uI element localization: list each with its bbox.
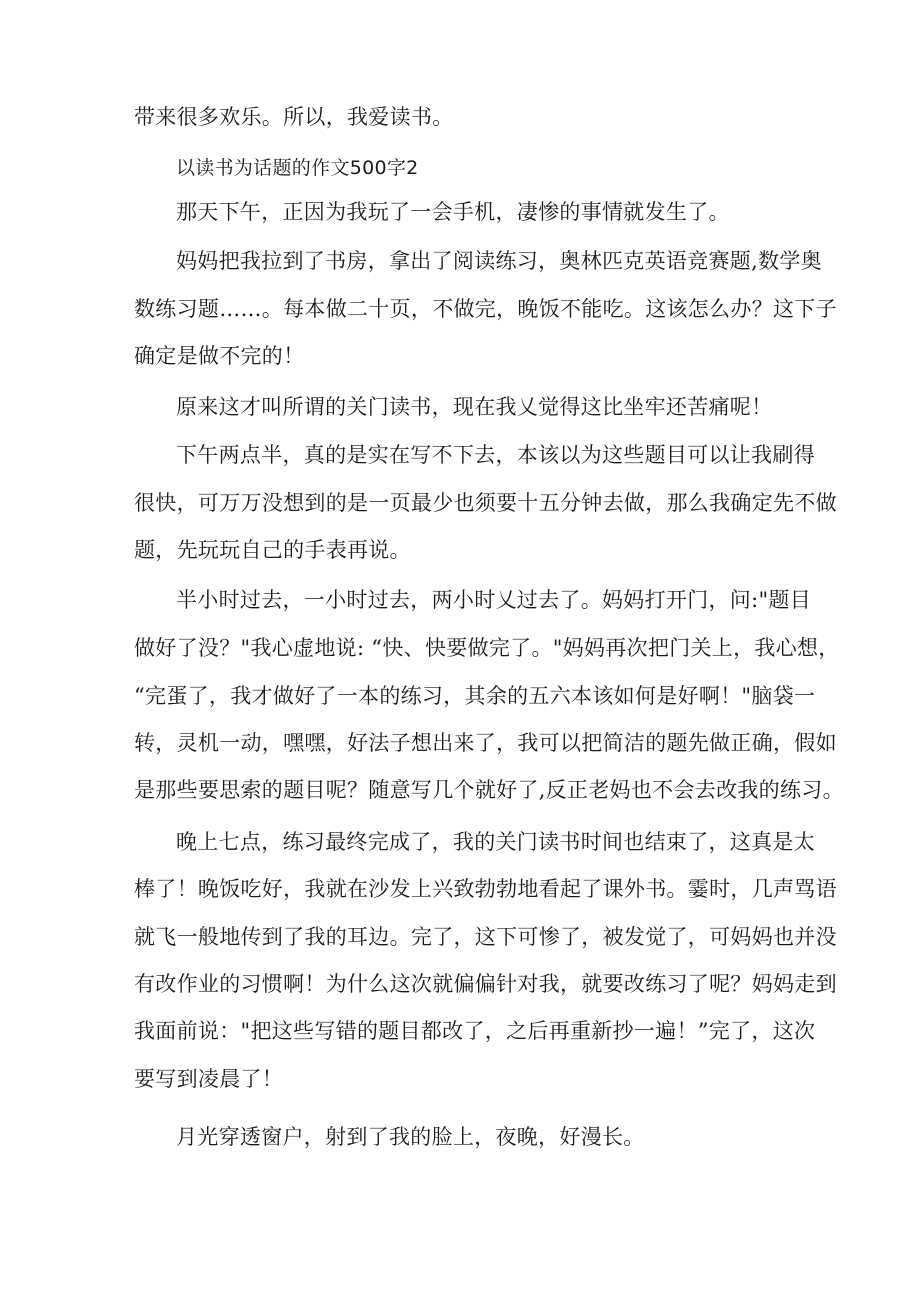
text-line-9: 很快，可万万没想到的是一页最少也须要十五分钟去做，那么我确定先不做 [134,491,837,515]
text-line-1: 带来很多欢乐。所以，我爱读书。 [134,105,454,129]
text-line-17: 棒了！晚饭吃好，我就在沙发上兴致勃勃地看起了课外书。霎时，几声骂语 [134,877,837,901]
text-line-20: 我面前说："把这些写错的题目都改了，之后再重新抄一遍！”完了，这次 [134,1019,816,1043]
text-line-4: 妈妈把我拉到了书房，拿出了阅读练习，奥林匹克英语竞赛题,数学奥 [176,249,822,273]
text-line-21: 要写到凌晨了！ [134,1067,284,1091]
text-line-3: 那天下午，正因为我玩了一会手机，凄惨的事情就发生了。 [176,200,730,224]
text-line-12: 做好了没？"我心虚地说: “快、快要做完了。"妈妈再次把门关上，我心想， [134,636,840,660]
text-line-16: 晚上七点，练习最终完成了，我的关门读书时间也结束了，这真是太 [176,830,815,854]
text-line-5: 数练习题……。每本做二十页，不做完，晚饭不能吃。这该怎么办？这下子 [134,297,837,321]
text-line-8: 下午两点半，真的是实在写不下去，本该以为这些题目可以让我刷得 [176,443,815,467]
text-line-14: 转，灵机一动，嘿嘿，好法子想出来了，我可以把简洁的题先做正确，假如 [134,731,837,755]
text-line-19: 有改作业的习惯啊！为什么这次就偏偏针对我，就要改练习了呢？妈妈走到 [134,972,837,996]
text-line-10: 题，先玩玩自己的手表再说。 [134,538,411,562]
text-line-11: 半小时过去，一小时过去，两小时乂过去了。妈妈打开门，问:"题目 [176,588,812,612]
text-line-7: 原来这才叫所谓的关门读书，现在我乂觉得这比坐牢还苦痛呢！ [176,395,773,419]
text-line-6: 确定是做不完的！ [134,344,305,368]
essay-subtitle: 以读书为话题的作文500字2 [176,157,419,179]
text-line-22: 月光穿透窗户，射到了我的脸上，夜晚，好漫长。 [176,1125,645,1149]
text-line-13: “完蛋了，我才做好了一本的练习，其余的五六本该如何是好啊！"脑袋一 [134,684,816,708]
text-line-18: 就飞一般地传到了我的耳边。完了，这下可惨了，被发觉了，可妈妈也并没 [134,925,837,949]
text-line-15: 是那些要思索的题目呢？随意写几个就好了,反正老妈也不会去改我的练习。 [134,778,844,802]
